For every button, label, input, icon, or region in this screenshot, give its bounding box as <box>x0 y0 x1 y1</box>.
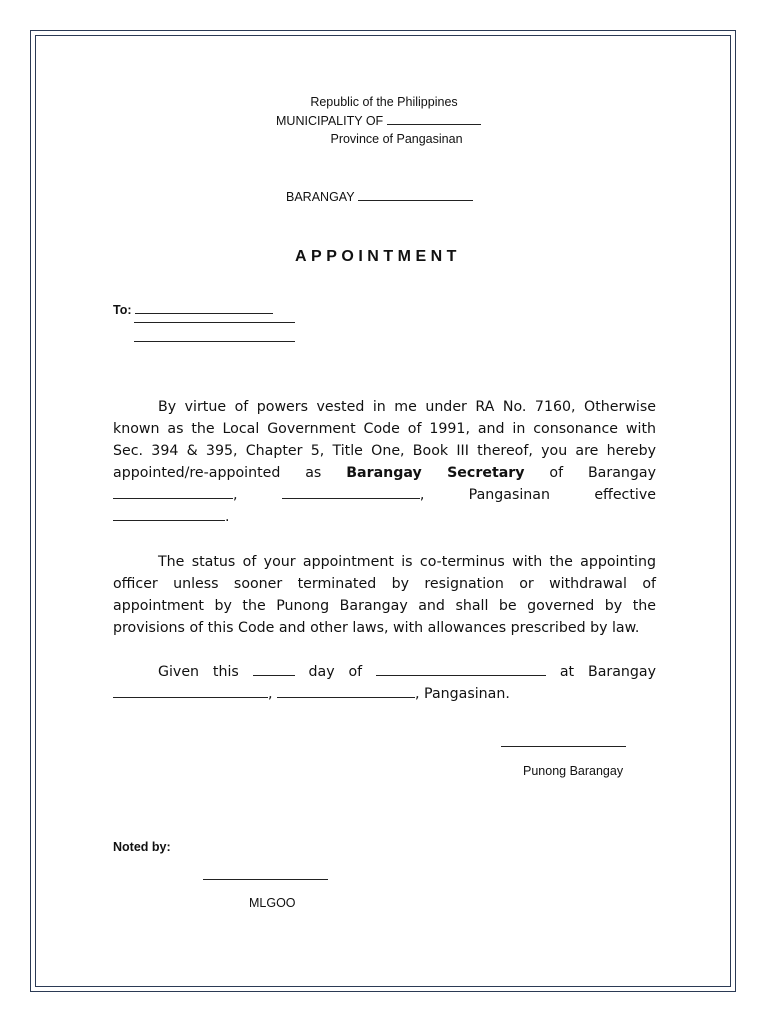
position-title: Barangay Secretary <box>346 465 525 481</box>
para1-line6: . <box>113 506 656 528</box>
barangay-name-blank[interactable] <box>113 487 233 499</box>
given-barangay-blank[interactable] <box>113 686 268 698</box>
to-address-blank-1[interactable] <box>134 322 295 323</box>
to-line <box>113 302 273 317</box>
punong-barangay-label: Punong Barangay <box>523 764 624 778</box>
para1-line1: By virtue of powers vested in me under RA No. 7160, Otherwise <box>158 399 656 415</box>
para1-line2: known as the Local Government Code of 1991, and in consonance with <box>113 421 656 437</box>
noted-by-label: Noted by: <box>113 840 171 854</box>
to-name-blank[interactable] <box>135 302 273 314</box>
header-republic-text: Republic of the Philippines <box>310 95 458 109</box>
header-republic <box>0 95 768 109</box>
barangay-blank[interactable] <box>358 189 473 201</box>
to-label: To: <box>113 303 132 317</box>
header-barangay-text: BARANGAY <box>286 190 355 204</box>
mlgoo-label: MLGOO <box>249 896 296 910</box>
day-blank[interactable] <box>253 664 295 676</box>
month-year-blank[interactable] <box>376 664 546 676</box>
municipality-blank[interactable] <box>387 113 481 125</box>
to-address-blank-2[interactable] <box>134 341 295 342</box>
para1-line5: , , Pangasinan effective <box>113 484 656 506</box>
header-municipality <box>276 113 481 128</box>
header-barangay <box>286 189 473 204</box>
para3-line2: , , Pangasinan. <box>113 683 656 705</box>
para1-line4: appointed/re-appointed as Barangay Secretary of Barangay <box>113 465 656 481</box>
given-municipality-blank[interactable] <box>277 686 415 698</box>
effective-date-blank[interactable] <box>113 509 225 521</box>
punong-barangay-signature-line[interactable] <box>501 746 626 747</box>
header-province-text: Province of Pangasinan <box>330 132 463 146</box>
document-title: APPOINTMENT <box>295 248 461 265</box>
paragraph-appointment <box>113 396 656 528</box>
paragraph-given <box>113 661 656 705</box>
para1-line3: Sec. 394 & 395, Chapter 5, Title One, Book III thereof, you are hereby <box>113 443 656 459</box>
municipality-name-blank[interactable] <box>282 487 420 499</box>
paragraph-status <box>113 551 656 639</box>
para3-line1: Given this day of at Barangay <box>158 664 657 680</box>
header-province <box>0 132 768 146</box>
mlgoo-signature-line[interactable] <box>203 879 328 880</box>
header-municipality-text: MUNICIPALITY OF <box>276 114 384 128</box>
para2-text: The status of your appointment is co-terminus with the appointing officer unless sooner terminated by resignation or withdrawal of appointment by the Punong Barangay and shall be governed by the provisions of this Code and other laws, with allowances prescribed by law. <box>113 554 656 636</box>
